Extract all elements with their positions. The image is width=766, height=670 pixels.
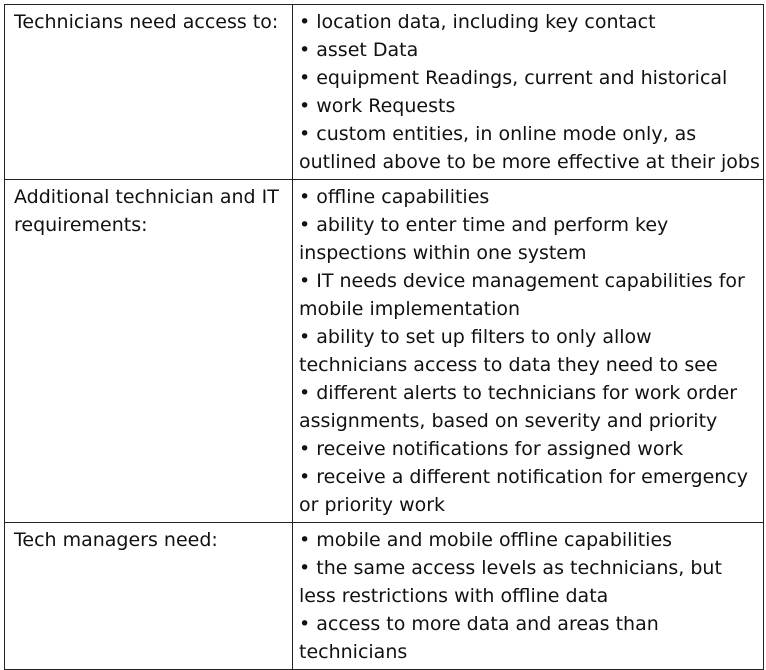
requirements-table	[4, 4, 764, 670]
list-item: • receive notifications for assigned work	[299, 438, 684, 460]
row-label: Technicians need access to:	[5, 5, 293, 180]
list-item: • location data, including key contact	[299, 11, 656, 33]
list-item: • ability to enter time and perform key inspections within one system	[299, 214, 669, 264]
row-items	[293, 5, 764, 180]
row-items	[293, 523, 764, 670]
list-item: • mobile and mobile offline capabilities	[299, 529, 673, 551]
row-label: Additional technician and IT requirements:	[5, 180, 293, 523]
row-items	[293, 180, 764, 523]
row-label: Tech managers need:	[5, 523, 293, 670]
list-item: • equipment Readings, current and historical	[299, 67, 728, 89]
list-item: • different alerts to technicians for work order assignments, based on severity and priority	[299, 382, 738, 432]
list-item: • access to more data and areas than technicians	[299, 613, 659, 663]
list-item: • ability to set up filters to only allow technicians access to data they need to see	[299, 326, 718, 376]
list-item: • work Requests	[299, 95, 456, 117]
list-item: • receive a different notification for emergency or priority work	[299, 466, 749, 516]
list-item: • asset Data	[299, 39, 419, 61]
table-row-tech-managers	[5, 523, 764, 670]
list-item: • custom entities, in online mode only, as outlined above to be more effective at their jobs	[299, 123, 760, 173]
list-item: • IT needs device management capabilities for mobile implementation	[299, 270, 745, 320]
list-item: • offline capabilities	[299, 186, 490, 208]
table-row-technicians-access	[5, 5, 764, 180]
table-row-additional-requirements	[5, 180, 764, 523]
list-item: • the same access levels as technicians, but less restrictions with offline data	[299, 557, 722, 607]
